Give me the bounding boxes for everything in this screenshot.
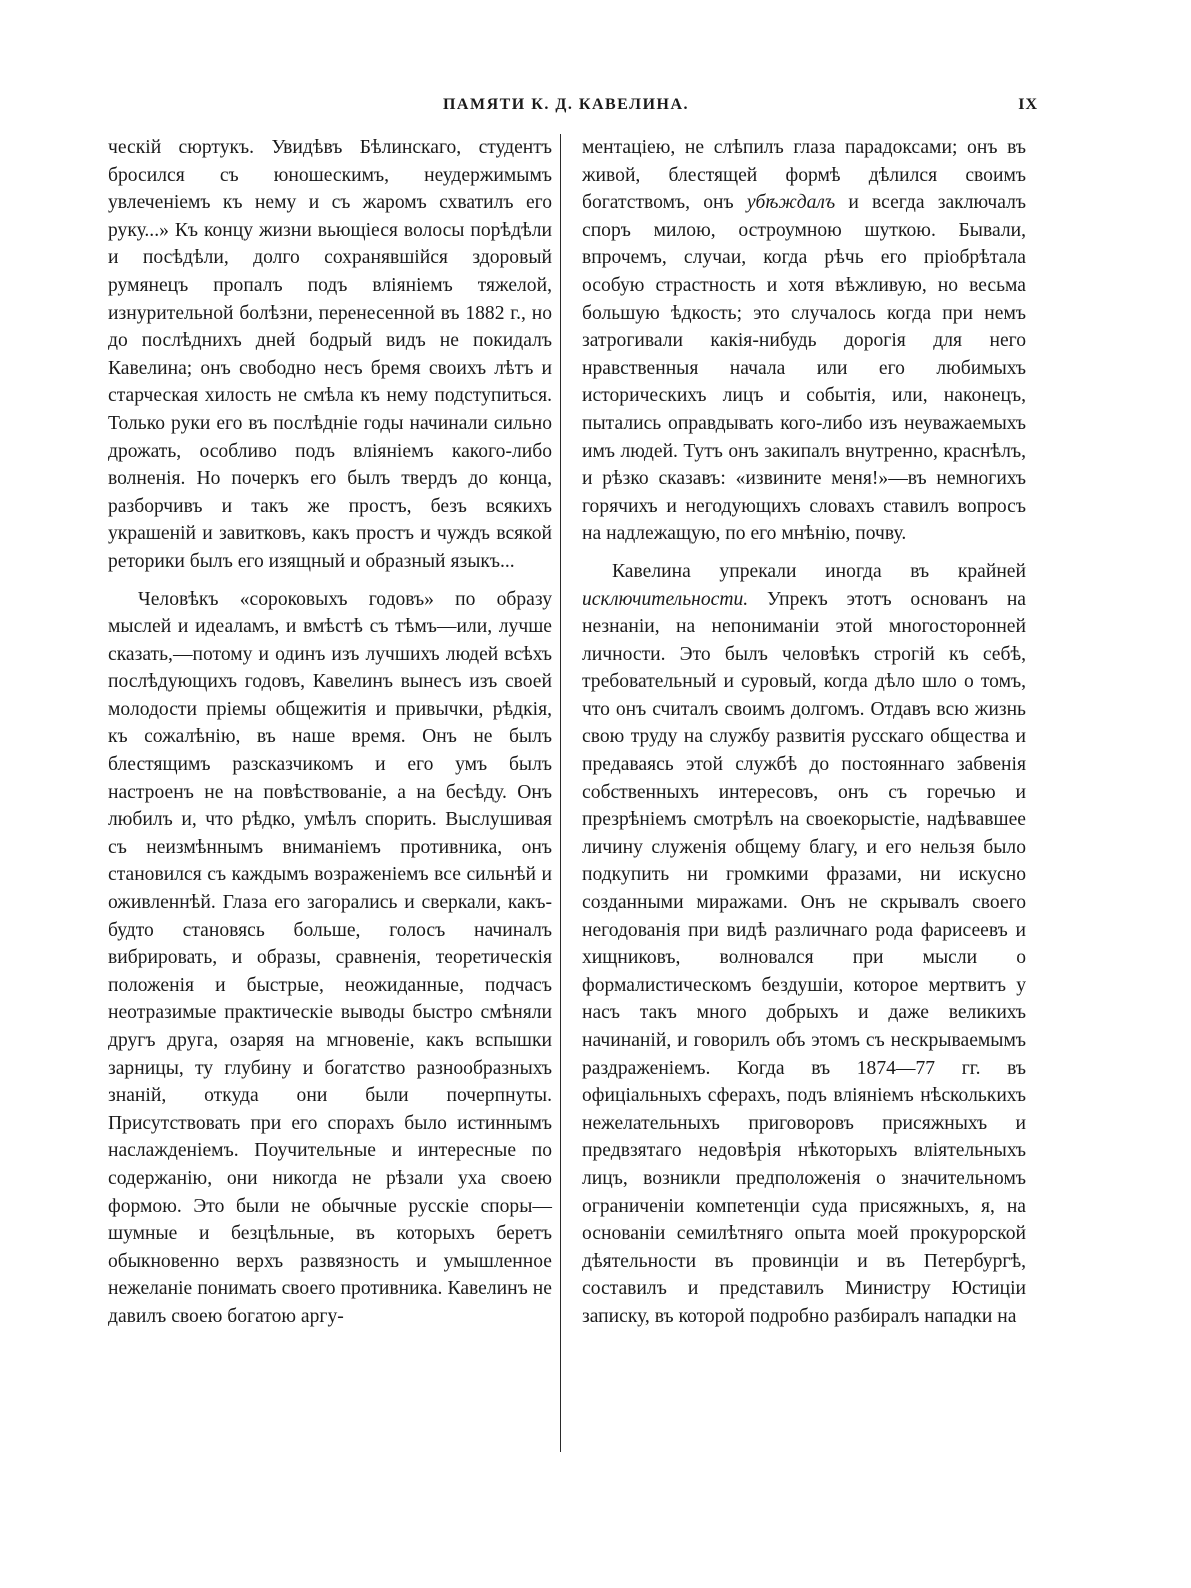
column-divider [560, 134, 561, 1452]
right-paragraph-2-text-b: Упрекъ этотъ основанъ на незнаніи, на непониманіи этой многосторонней личности. Это былъ человѣкъ строгій къ себѣ, требовательный и суровый, когда дѣло шло о томъ, что онъ считалъ своимъ долгомъ. Отдавъ всю жизнь свою труду на службу развитія русскаго общества и предаваясь этой службѣ до постояннаго забвенія собственныхъ интересовъ, онъ съ горечью и презрѣніемъ смотрѣлъ на своекорыстіе, надѣвавшее личину служенія общему благу, и его нельзя было подкупить ни громкими фразами, ни искусно созданными миражами. Онъ не скрывалъ своего негодованія при видѣ различнаго рода фарисеевъ и хищниковъ, волновался при мысли о формалистическомъ бездушіи, которое мертвитъ у насъ такъ много добрыхъ и даже великихъ начинаній, и говорилъ объ этомъ съ нескрываемымъ раздраженіемъ. Когда въ 1874—77 гг. въ офиціальныхъ сферахъ, подъ вліяніемъ нѣсколькихъ нежелательныхъ приговоровъ присяжныхъ и предвзятаго недовѣрія нѣкоторыхъ вліятельныхъ лицъ, возникли предположенія о значительномъ ограниченіи компетенціи суда присяжныхъ, я, на основаніи семилѣтняго опыта моей прокурорской дѣятельности въ провинціи и въ Петербургѣ, составилъ и представилъ Министру Юстиціи записку, въ которой подробно разбиралъ нападки на [582, 588, 1026, 1327]
running-title: ПАМЯТИ К. Д. КАВЕЛИНА. [442, 96, 690, 113]
page-number: IX [1018, 96, 1038, 113]
left-paragraph-2: Человѣкъ «сороковыхъ годовъ» по образу мыслей и идеаламъ, и вмѣстѣ съ тѣмъ—или, лучше сказать,—потому и одинъ изъ лучшихъ людей всѣхъ послѣдующихъ годовъ, Кавелинъ вынесъ изъ своей молодости пріемы общежитія и привычки, рѣдкія, къ сожалѣнію, въ наше время. Онъ не былъ блестящимъ разсказчикомъ и его умъ былъ настроенъ не на повѣствованіе, а на бесѣду. Онъ любилъ и, что рѣдко, умѣлъ спорить. Выслушивая съ неизмѣннымъ вниманіемъ противника, онъ становился съ каждымъ возраженіемъ все сильнѣй и оживленнѣй. Глаза его загорались и сверкали, какъ-будто становясь больше, голосъ начиналъ вибрировать, и образы, сравненія, теоретическія положенія и быстрые, неожиданные, подчасъ неотразимые практическіе выводы быстро смѣняли другъ друга, озаряя на мгновеніе, какъ вспышки зарницы, ту глубину и богатство разнообразныхъ знаній, откуда они были почерпнуты. Присутствовать при его спорахъ было истиннымъ наслажденіемъ. Поучительные и интересные по содержанію, они никогда не рѣзали уха своею формою. Это были не обычные русскіе споры—шумные и безцѣльные, въ которыхъ беретъ обыкновенно верхъ развязность и умышленное нежеланіе понимать своего противника. Кавелинъ не давилъ своею богатою аргу- [108, 588, 552, 1327]
right-paragraph-2 [582, 558, 1026, 1331]
right-paragraph-1-italic: убѣждалъ [746, 192, 836, 214]
left-column [108, 134, 552, 1331]
right-paragraph-1-text-b: и всегда заключалъ споръ милою, остроумною шуткою. Бывали, впрочемъ, случаи, когда рѣчь его пріобрѣтала особую страстность и хотя вѣжливую, но весьма большую ѣдкость; это случалось когда при немъ затрогивали какія-нибудь дорогія для него нравственныя начала или его любимыхъ историческихъ лицъ и событія, или, наконецъ, пытались оправдывать кого-либо изъ неуважаемыхъ имъ людей. Тутъ онъ закипалъ внутренно, краснѣлъ, и рѣзко сказавъ: «извините меня!»—въ немногихъ горячихъ и негодующихъ словахъ ставилъ вопросъ на надлежащую, по его мнѣнію, почву. [582, 192, 1026, 545]
right-paragraph-1 [582, 134, 1026, 548]
right-paragraph-2-text-a: Кавелина упрекали иногда въ крайней [612, 560, 1026, 582]
left-paragraph-1: ческій сюртукъ. Увидѣвъ Бѣлинскаго, студентъ бросился съ юношескимъ, неудержимымъ увлеченіемъ къ нему и съ жаромъ схватилъ его руку...» Къ концу жизни вьющіеся волосы порѣдѣли и посѣдѣли, долго сохранявшійся здоровый румянецъ пропалъ подъ вліяніемъ тяжелой, изнурительной болѣзни, перенесенной въ 1882 г., но до послѣднихъ дней бодрый видъ не покидалъ Кавелина; онъ свободно несъ бремя своихъ лѣтъ и старческая хилость не смѣла къ нему подступиться. Только руки его въ послѣдніе годы начинали сильно дрожать, особливо подъ вліяніемъ какого-либо волненія. Но почеркъ его былъ твердъ до конца, разборчивъ и такъ же простъ, безъ всякихъ украшеній и завитковъ, какъ простъ и чуждъ всякой реторики былъ его изящный и образный языкъ... [108, 137, 552, 572]
right-paragraph-1-text-a: ментаціею, не слѣпилъ глаза парадоксами; онъ въ живой, блестящей формѣ дѣлился своимъ богатствомъ, онъ [582, 137, 1026, 214]
page-header [106, 96, 1038, 122]
right-column [582, 134, 1026, 1331]
right-paragraph-2-italic: исключительности. [582, 588, 749, 610]
